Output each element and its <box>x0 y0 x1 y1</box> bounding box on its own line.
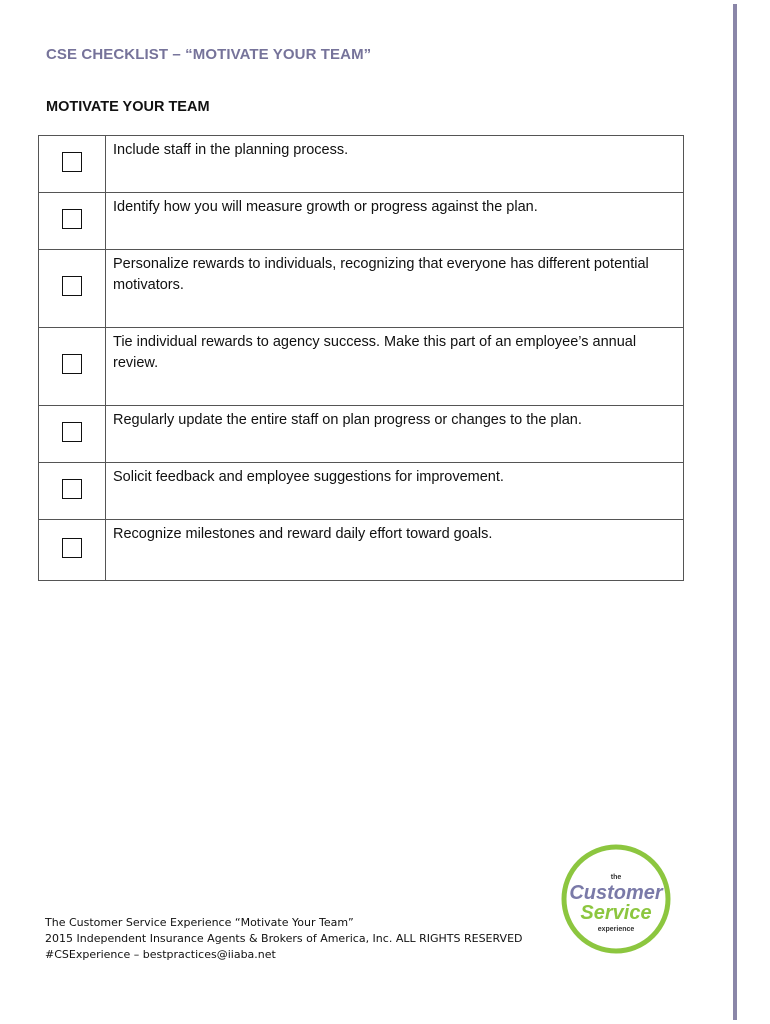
section-heading: MOTIVATE YOUR TEAM <box>46 99 210 115</box>
checklist-item-text: Regularly update the entire staff on plan progress or changes to the plan. <box>106 406 684 463</box>
logo-word-customer: Customer <box>569 882 663 904</box>
checkbox-cell <box>39 136 106 193</box>
checkbox-cell <box>39 463 106 520</box>
logo-bottom-text: experience <box>597 926 635 933</box>
checkbox-item-6[interactable] <box>62 479 82 499</box>
checklist-row <box>39 520 684 581</box>
customer-service-experience-logo <box>560 843 672 955</box>
checklist-item-text: Recognize milestones and reward daily effort toward goals. <box>106 520 684 581</box>
checkbox-item-7[interactable] <box>62 538 82 558</box>
checklist-item-text: Solicit feedback and employee suggestions for improvement. <box>106 463 684 520</box>
checkbox-cell <box>39 406 106 463</box>
logo-top-text: the <box>610 874 622 881</box>
checkbox-cell <box>39 520 106 581</box>
checklist-item-text: Include staff in the planning process. <box>106 136 684 193</box>
checklist-row <box>39 463 684 520</box>
footer <box>45 915 523 963</box>
logo-word-service: Service <box>580 902 652 924</box>
footer-line-title: The Customer Service Experience “Motivate Your Team” <box>45 916 354 929</box>
page-side-rule <box>733 4 737 1020</box>
footer-line-contact: #CSExperience – bestpractices@iiaba.net <box>45 948 276 961</box>
checklist-item-text: Tie individual rewards to agency success. Make this part of an employee’s annual review. <box>106 328 684 406</box>
checklist-item-text: Personalize rewards to individuals, recognizing that everyone has different potential motivators. <box>106 250 684 328</box>
footer-line-copyright: 2015 Independent Insurance Agents & Brokers of America, Inc. ALL RIGHTS RESERVED <box>45 932 523 945</box>
checkbox-cell <box>39 193 106 250</box>
checkbox-item-2[interactable] <box>62 209 82 229</box>
checkbox-item-5[interactable] <box>62 422 82 442</box>
checkbox-item-4[interactable] <box>62 354 82 374</box>
checkbox-item-3[interactable] <box>62 276 82 296</box>
checklist-row <box>39 136 684 193</box>
document-title: CSE CHECKLIST – “MOTIVATE YOUR TEAM” <box>46 46 372 63</box>
checkbox-item-1[interactable] <box>62 152 82 172</box>
checkbox-cell <box>39 250 106 328</box>
checklist-row <box>39 193 684 250</box>
checklist-item-text: Identify how you will measure growth or progress against the plan. <box>106 193 684 250</box>
checklist-row <box>39 250 684 328</box>
checklist-table <box>38 135 684 581</box>
checklist-row <box>39 406 684 463</box>
checkbox-cell <box>39 328 106 406</box>
checklist-row <box>39 328 684 406</box>
